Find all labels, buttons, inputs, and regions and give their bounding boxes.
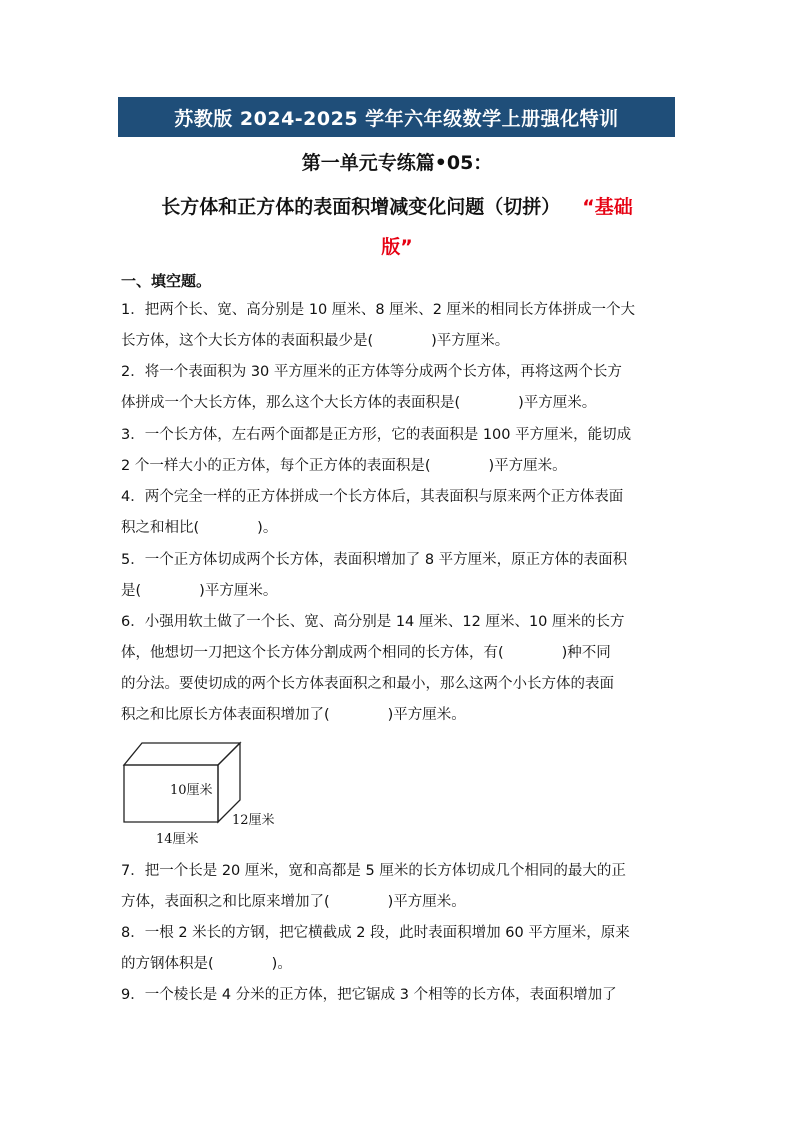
question-line: 长方体，这个大长方体的表面积最少是( )平方厘米。 [121,333,510,349]
question-line: 3．一个长方体，左右两个面都是正方形，它的表面积是 100 平方厘米，能切成 [121,427,632,443]
question-line: 2 个一样大小的正方体，每个正方体的表面积是( )平方厘米。 [121,458,567,474]
question-line: 9．一个棱长是 4 分米的正方体，把它锯成 3 个相等的长方体，表面积增加了 [121,987,617,1003]
question-5 [121,545,677,607]
question-line: 体，他想切一刀把这个长方体分割成两个相同的长方体，有( )种不同 [121,645,611,661]
question-line: 8．一根 2 米长的方钢，把它横截成 2 段，此时表面积增加 60 平方厘米，原来 [121,925,630,941]
question-line: 积之和比原长方体表面积增加了( )平方厘米。 [121,707,466,723]
topic-level-part2: 版” [381,236,413,258]
question-7 [121,856,677,918]
question-line: 方体，表面积之和比原来增加了( )平方厘米。 [121,894,466,910]
question-line: 2．将一个表面积为 30 平方厘米的正方体等分成两个长方体，再将这两个长方 [121,364,622,380]
question-3 [121,420,677,482]
question-line: 的分法。要使切成的两个长方体表面积之和最小，那么这两个小长方体的表面 [121,676,614,692]
topic-subtitle [0,192,794,219]
width-label: 12厘米 [232,813,275,828]
question-4 [121,482,677,544]
question-8 [121,918,677,980]
topic-main: 长方体和正方体的表面积增减变化问题（切拼） [161,196,561,218]
length-label: 14厘米 [156,832,199,847]
height-label: 10厘米 [170,783,213,798]
topic-level-line [0,232,794,259]
question-line: 的方钢体积是( )。 [121,956,292,972]
question-line: 体拼成一个大长方体，那么这个大长方体的表面积是( )平方厘米。 [121,395,597,411]
topic-level-part1: “基础 [582,196,633,218]
question-6 [121,607,677,731]
question-line: 6．小强用软土做了一个长、宽、高分别是 14 厘米、12 厘米、10 厘米的长方 [121,614,625,630]
question-line: 1．把两个长、宽、高分别是 10 厘米、8 厘米、2 厘米的相同长方体拼成一个大 [121,302,636,318]
question-line: 是( )平方厘米。 [121,583,278,599]
section-title: 一、填空题。 [121,272,212,290]
unit-subtitle: 第一单元专练篇•05： [301,152,493,174]
title-banner [118,97,675,137]
question-2 [121,357,677,419]
question-line: 5．一个正方体切成两个长方体，表面积增加了 8 平方厘米，原正方体的表面积 [121,552,628,568]
question-9 [121,980,677,1011]
cuboid-figure [118,740,288,850]
question-line: 积之和相比( )。 [121,520,278,536]
question-1 [121,295,677,357]
question-line: 7．把一个长是 20 厘米，宽和高都是 5 厘米的长方体切成几个相同的最大的正 [121,863,626,879]
question-line: 4．两个完全一样的正方体拼成一个长方体后，其表面积与原来两个正方体表面 [121,489,624,505]
banner-title: 苏教版 2024-2025 学年六年级数学上册强化特训 [174,107,619,130]
